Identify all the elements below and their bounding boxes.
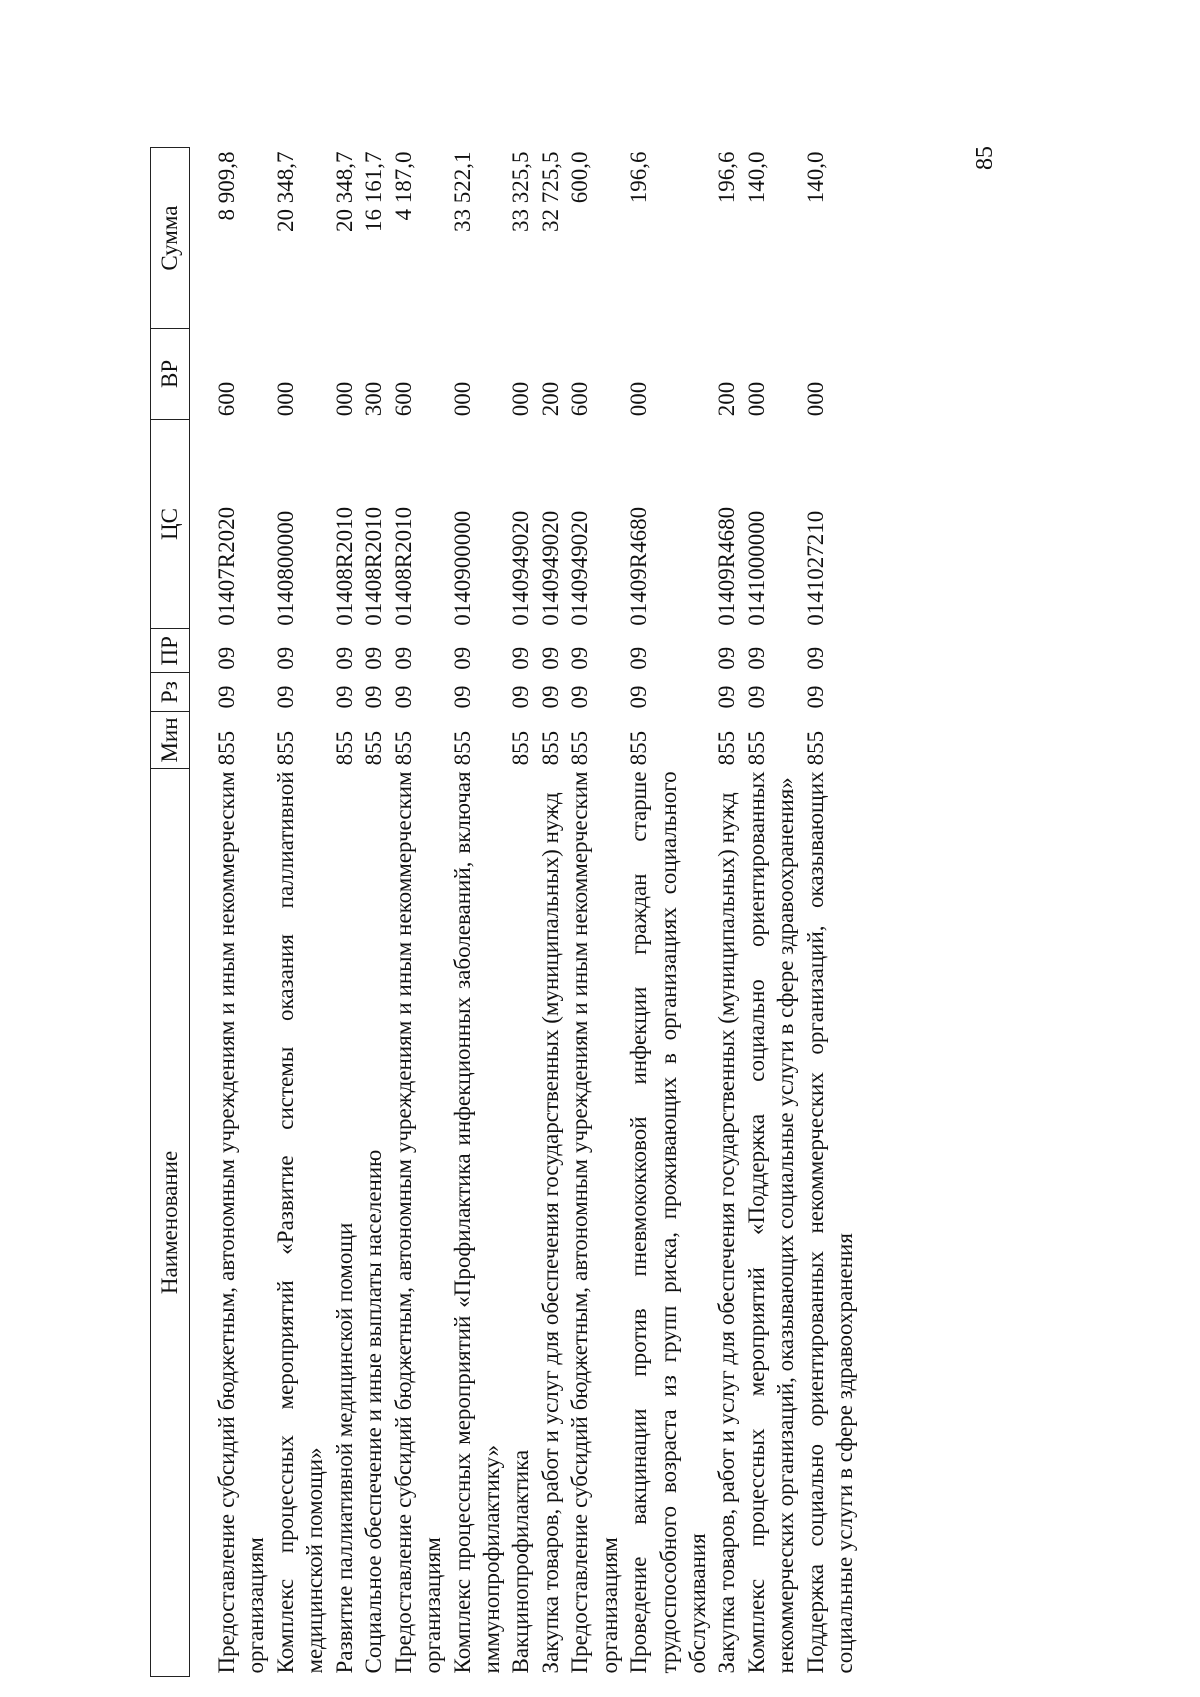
row-min: 855 xyxy=(361,730,387,766)
row-name: Социальное обеспечение и иные выплаты населению xyxy=(361,1149,387,1674)
header-rz: Рз xyxy=(151,673,190,712)
table-row xyxy=(565,148,624,1677)
row-name: Предоставление субсидий бюджетным, автономным учреждениям и иным некоммерческим организациям xyxy=(390,771,446,1674)
row-vr: 000 xyxy=(743,381,769,417)
row-name: Закупка товаров, работ и услуг для обеспечения государственных (муниципальных) нужд xyxy=(714,792,740,1674)
row-pr: 09 xyxy=(390,646,416,670)
row-vr: 000 xyxy=(272,381,298,417)
row-pr: 09 xyxy=(802,646,828,670)
row-cs: 0140949020 xyxy=(508,510,534,626)
row-min: 855 xyxy=(508,730,534,766)
row-rz: 09 xyxy=(802,685,828,709)
table-row xyxy=(330,148,359,1677)
row-rz: 09 xyxy=(214,685,239,709)
row-name: Поддержка социально ориентированных некоммерческих организаций, оказывающих социальные услуги в сфере здравоохранения xyxy=(802,771,858,1674)
row-cs: 0141000000 xyxy=(743,510,769,626)
row-rz: 09 xyxy=(508,685,534,709)
row-min: 855 xyxy=(714,730,740,766)
row-name: Комплекс процессных мероприятий «Профилактика инфекционных заболеваний, включая иммунопрофилактику» xyxy=(449,771,504,1674)
row-rz: 09 xyxy=(272,685,298,709)
header-sum: Сумма xyxy=(151,148,190,329)
row-cs: 01407R2020 xyxy=(214,506,239,626)
row-sum: 33 325,5 xyxy=(508,151,534,232)
row-sum: 20 348,7 xyxy=(331,151,357,232)
row-min: 855 xyxy=(626,730,652,766)
row-sum: 33 522,1 xyxy=(449,151,475,232)
row-cs: 01409R4680 xyxy=(714,506,740,626)
table-row xyxy=(190,148,271,1677)
row-rz: 09 xyxy=(390,685,416,709)
table-row xyxy=(536,148,565,1677)
table-row xyxy=(448,148,507,1677)
row-pr: 09 xyxy=(537,646,563,670)
row-vr: 300 xyxy=(361,381,387,417)
row-name: Предоставление субсидий бюджетным, автономным учреждениям и иным некоммерческим организациям xyxy=(567,771,622,1674)
row-sum: 32 725,5 xyxy=(537,151,563,232)
row-cs: 0140949020 xyxy=(537,510,563,626)
row-min: 855 xyxy=(802,730,828,766)
row-pr: 09 xyxy=(331,646,357,670)
row-pr: 09 xyxy=(626,646,652,670)
table-row xyxy=(801,148,860,1677)
row-sum: 196,6 xyxy=(626,151,652,204)
table-row xyxy=(271,148,330,1677)
row-name: Развитие паллиативной медицинской помощи xyxy=(331,1222,357,1674)
row-cs: 01409R4680 xyxy=(626,506,652,626)
row-rz: 09 xyxy=(449,685,475,709)
row-vr: 200 xyxy=(714,381,740,417)
row-vr: 000 xyxy=(802,381,828,417)
row-sum: 4 187,0 xyxy=(390,151,416,221)
row-min: 855 xyxy=(331,730,357,766)
row-cs: 0141027210 xyxy=(802,510,828,626)
header-min: Мин xyxy=(151,712,190,769)
row-pr: 09 xyxy=(272,646,298,670)
table-row xyxy=(359,148,388,1677)
row-pr: 09 xyxy=(714,646,740,670)
table-row xyxy=(624,148,712,1677)
row-name: Предоставление субсидий бюджетным, автономным учреждениям и иным некоммерческим организациям xyxy=(214,771,269,1674)
row-sum: 600,0 xyxy=(567,151,593,204)
table-row xyxy=(506,148,535,1677)
row-min: 855 xyxy=(449,730,475,766)
row-cs: 01408R2010 xyxy=(390,506,416,626)
row-sum: 8 909,8 xyxy=(214,151,239,221)
row-cs: 01408R2010 xyxy=(331,506,357,626)
row-pr: 09 xyxy=(743,646,769,670)
row-vr: 000 xyxy=(508,381,534,417)
row-cs: 0140949020 xyxy=(567,510,593,626)
row-name: Комплекс процессных мероприятий «Развитие системы оказания паллиативной медицинской помощи» xyxy=(272,771,328,1674)
row-min: 855 xyxy=(567,730,593,766)
row-name: Закупка товаров, работ и услуг для обеспечения государственных (муниципальных) нужд xyxy=(537,792,563,1674)
row-rz: 09 xyxy=(626,685,652,709)
row-vr: 000 xyxy=(449,381,475,417)
header-vr: ВР xyxy=(151,329,190,420)
budget-table xyxy=(150,147,860,1677)
row-vr: 600 xyxy=(567,381,593,417)
row-rz: 09 xyxy=(537,685,563,709)
row-rz: 09 xyxy=(714,685,740,709)
row-min: 855 xyxy=(537,730,563,766)
row-cs: 0140800000 xyxy=(272,510,298,626)
row-min: 855 xyxy=(214,730,239,766)
row-sum: 140,0 xyxy=(743,151,769,204)
page-number: 85 xyxy=(972,146,998,170)
row-name: Проведение вакцинации против пневмококковой инфекции граждан старше трудоспособного возраста из групп риска, проживающих в организациях социального обслуживания xyxy=(626,771,710,1674)
row-name: Вакцинопрофилактика xyxy=(508,1449,534,1674)
row-pr: 09 xyxy=(214,646,239,670)
row-sum: 16 161,7 xyxy=(361,151,387,232)
header-cs: ЦС xyxy=(151,419,190,629)
row-rz: 09 xyxy=(743,685,769,709)
row-min: 855 xyxy=(743,730,769,766)
row-vr: 000 xyxy=(626,381,652,417)
row-pr: 09 xyxy=(361,646,387,670)
rotated-page-content xyxy=(150,147,1010,1677)
row-rz: 09 xyxy=(567,685,593,709)
row-pr: 09 xyxy=(449,646,475,670)
row-vr: 600 xyxy=(390,381,416,417)
row-vr: 000 xyxy=(331,381,357,417)
row-cs: 0140900000 xyxy=(449,510,475,626)
row-name: Комплекс процессных мероприятий «Поддержка социально ориентированных некоммерческих организаций, оказывающих социальные услуги в сфере здравоохранения» xyxy=(743,771,799,1674)
row-min: 855 xyxy=(390,730,416,766)
header-pr: ПР xyxy=(151,629,190,673)
row-rz: 09 xyxy=(361,685,387,709)
row-sum: 196,6 xyxy=(714,151,740,204)
row-cs: 01408R2010 xyxy=(361,506,387,626)
table-row xyxy=(712,148,741,1677)
row-rz: 09 xyxy=(331,685,357,709)
row-sum: 140,0 xyxy=(802,151,828,204)
row-sum: 20 348,7 xyxy=(272,151,298,232)
row-min: 855 xyxy=(272,730,298,766)
row-pr: 09 xyxy=(567,646,593,670)
row-vr: 200 xyxy=(537,381,563,417)
header-name: Наименование xyxy=(151,768,190,1676)
row-pr: 09 xyxy=(508,646,534,670)
row-vr: 600 xyxy=(214,381,239,417)
table-row xyxy=(742,148,801,1677)
table-row xyxy=(389,148,448,1677)
table-header-row xyxy=(151,148,190,1677)
